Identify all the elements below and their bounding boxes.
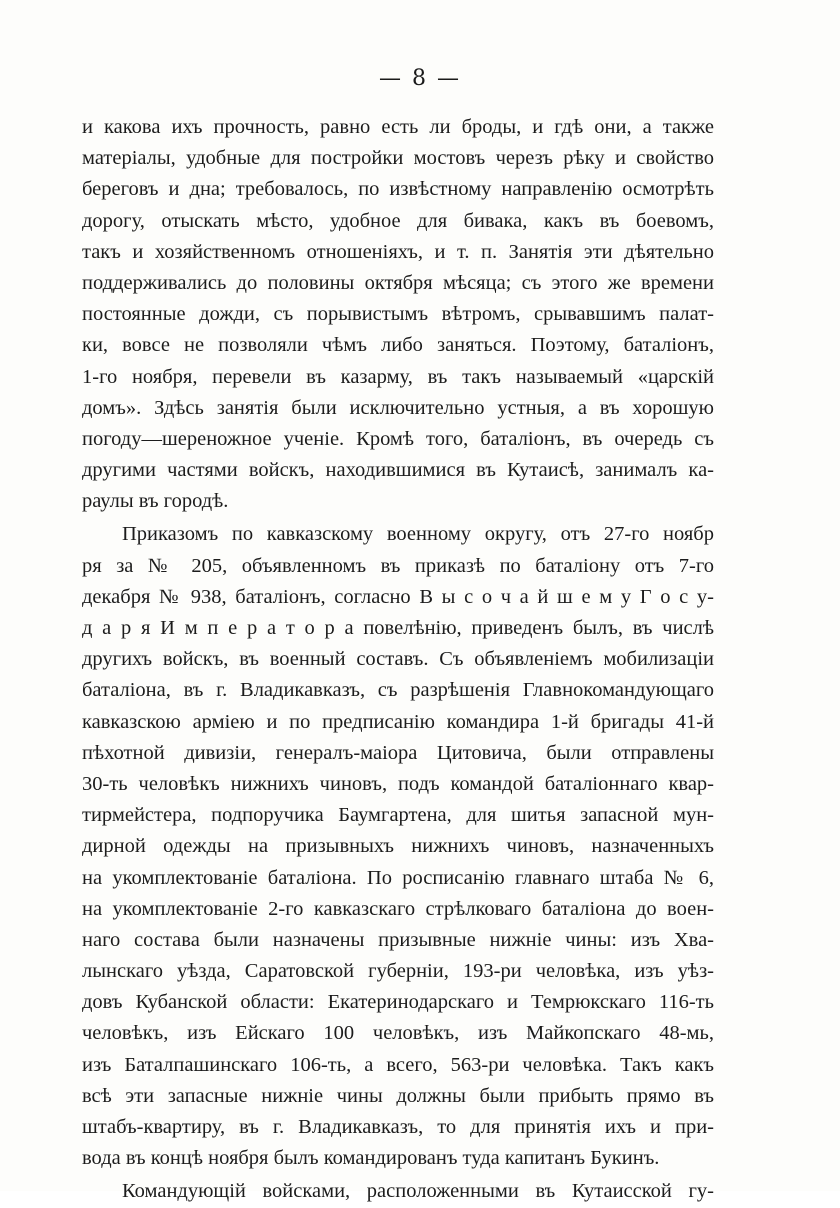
text-line: дорогу, отыскать мѣсто, удобное для бивака, какъ въ боевомъ, <box>82 209 714 232</box>
text-line: баталіона, въ г. Владикавказъ, съ разрѣшенія Главнокомандующаго <box>82 679 714 702</box>
text-line: раулы въ городѣ. <box>82 490 229 513</box>
paragraph <box>82 1176 714 1207</box>
text-line: изъ Баталпашинскаго 106-ть, а всего, 563-ри человѣка. Такъ какъ <box>82 1053 714 1076</box>
text-line: довъ Кубанской области: Екатеринодарскаго и Темрюкскаго 116-ть <box>82 991 714 1014</box>
text-line: декабря № 938, баталіонъ, согласно В ы с о ч а й ш е м у Г о с у- <box>82 585 714 608</box>
text-line: погоду—шереножное ученіе. Кромѣ того, баталіонъ, въ очередь съ <box>82 427 714 450</box>
text-line: дирной одежды на призывныхъ нижнихъ чиновъ, назначенныхъ <box>82 835 714 858</box>
text-line: всѣ эти запасные нижніе чины должны были прибыть прямо въ <box>82 1084 714 1107</box>
text-line: 1-го ноября, перевели въ казарму, въ такъ называемый «царскій <box>82 365 714 388</box>
text-line: человѣкъ, изъ Ейскаго 100 человѣкъ, изъ Майкопскаго 48-мь, <box>82 1022 714 1045</box>
text-line: тирмейстера, подпоручика Баумгартена, для шитья запасной мун- <box>82 804 714 827</box>
text-line: штабъ-квартиру, въ г. Владикавказъ, то для принятія ихъ и при- <box>82 1116 714 1138</box>
text-line: лынскаго уѣзда, Саратовской губерніи, 193-ри человѣка, изъ уѣз- <box>82 960 714 983</box>
text-line: другими частями войскъ, находившимися въ Кутаисѣ, занималъ ка- <box>82 459 714 482</box>
text-line: и какова ихъ прочность, равно есть ли броды, и гдѣ они, а также <box>82 116 714 138</box>
text-line: матеріалы, удобные для постройки мостовъ черезъ рѣку и свойство <box>82 147 714 170</box>
text-line: другихъ войскъ, въ военный составъ. Съ объявленіемъ мобилизаціи <box>82 648 714 671</box>
text-line: ки, вовсе не позволяли чѣмъ либо заняться. Поэтому, баталіонъ, <box>82 334 714 357</box>
text-line: на укомплектованіе 2-го кавказскаго стрѣлковаго баталіона до воен- <box>82 897 714 920</box>
page-number: — 8 — <box>379 66 461 91</box>
text-line: на укомплектованіе баталіона. По росписанію главнаго штаба № 6, <box>82 866 714 889</box>
text-line: поддерживались до половины октября мѣсяца; съ этого же времени <box>82 271 714 294</box>
text-line: кавказскою арміею и по предписанію командира 1-й бригады 41-й <box>82 710 714 733</box>
text-line: 30-ть человѣкъ нижнихъ чиновъ, подъ командой баталіоннаго квар- <box>82 772 714 795</box>
text-line: ря за № 205, объявленномъ въ приказѣ по баталіону отъ 7-го <box>82 554 714 577</box>
text-line: наго состава были назначены призывные нижніе чины: изъ Хва- <box>82 928 714 951</box>
text-line: пѣхотной дивизіи, генералъ-маіора Цитовича, были отправлены <box>82 741 714 764</box>
text-line: постоянные дожди, съ порывистымъ вѣтромъ, срывавшимъ палат- <box>82 303 714 326</box>
text-line: береговъ и дна; требовалось, по извѣстному направленію осмотрѣть <box>82 178 714 201</box>
body-text <box>82 112 714 1208</box>
text-line: Приказомъ по кавказскому военному округу, отъ 27-го ноябр <box>122 523 714 546</box>
paragraph <box>82 519 714 1174</box>
text-line: д а р я И м п е р а т о р а повелѣнію, приведенъ былъ, въ числѣ <box>82 617 714 639</box>
text-line: такъ и хозяйственномъ отношеніяхъ, и т. п. Занятія эти дѣятельно <box>82 240 714 263</box>
text-line: домъ». Здѣсь занятія были исключительно устныя, а въ хорошую <box>82 396 714 419</box>
text-line: Командующій войсками, расположенными въ Кутаисской гу- <box>122 1180 714 1203</box>
text-line: вода въ концѣ ноября былъ командированъ туда капитанъ Букинъ. <box>82 1147 660 1170</box>
paragraph <box>82 112 714 517</box>
